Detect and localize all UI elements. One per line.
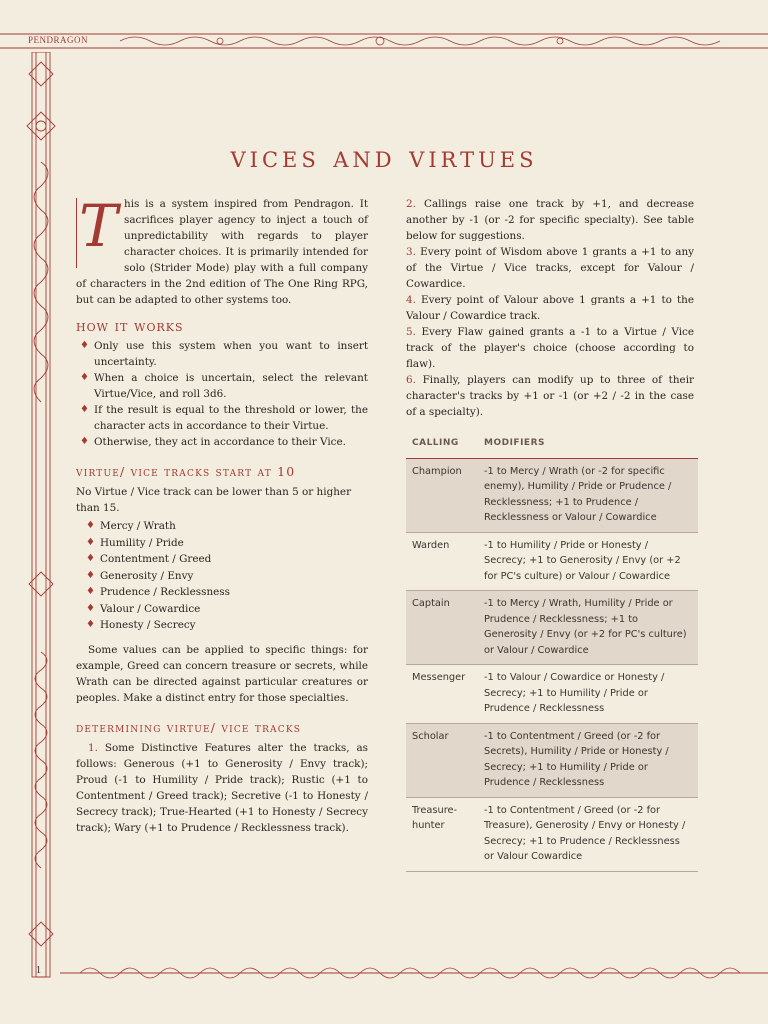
diamond-bullet-icon: ♦ [80, 404, 89, 415]
list-item: ♦ If the result is equal to the threshold or lower, the character acts in accordance to their Virtue. [80, 404, 368, 432]
modifiers-cell: -1 to Valour / Cowardice or Honesty / Secrecy; +1 to Humility / Pride or Prudence / Recklessness [478, 665, 698, 724]
determining-item-5: 5. Every Flaw gained grants a -1 to a Virtue / Vice track of the player's choice (choose according to flaw). [406, 326, 694, 370]
modifiers-cell: -1 to Contentment / Greed (or -2 for Treasure), Generosity / Envy or Honesty / Secrecy; +1 to Prudence / Recklessness or Valour Cowardice [478, 797, 698, 871]
calling-column-header: CALLING [406, 430, 478, 458]
determining-item-3: 3. Every point of Wisdom above 1 grants a +1 to any of the Virtue / Vice tracks, except for Valour / Cowardice. [406, 246, 695, 290]
callings-table [406, 430, 698, 872]
intro-text: his is a system inspired from Pendragon. It sacrifices player agency to inject a touch of unpredictability with regards to player character choices. It is primarily intended for solo (Strider Mode) play with a full company of characters in the 2nd edition of The One Ring RPG, but can be adapted to other systems too. [76, 198, 368, 306]
modifiers-cell: -1 to Mercy / Wrath (or -2 for specific enemy), Humility / Pride or Prudence / Recklessness; +1 to Prudence / Recklessness or Valour / Cowardice [478, 458, 698, 532]
left-column [76, 192, 368, 836]
footer-flourish-icon [0, 955, 768, 985]
right-column [406, 196, 694, 872]
table-row [406, 723, 698, 797]
determining-item-4: 4. Every point of Valour above 1 grants a +1 to the Valour / Cowardice track. [406, 294, 694, 322]
intro-paragraph [76, 192, 368, 308]
diamond-bullet-icon: ♦ [86, 569, 95, 581]
diamond-bullet-icon: ♦ [80, 436, 89, 447]
list-item: ♦ Otherwise, they act in accordance to their Vice. [80, 436, 346, 448]
running-header: PENDRAGON [22, 35, 94, 45]
calling-cell: Champion [406, 458, 478, 532]
calling-cell: Captain [406, 591, 478, 665]
list-item: ♦ Contentment / Greed [86, 553, 212, 565]
tracks-intro: No Virtue / Vice track can be lower than 5 or higher than 15. [76, 486, 352, 514]
page-title: vices and virtues [230, 140, 538, 175]
determining-item-1: 1. Some Distinctive Features alter the tracks, as follows: Generous (+1 to Generosity / Envy track); Proud (-1 to Humility / Pride track); Rustic (+1 to Contentment / Greed track); Secretive (-1 to Honesty / Secrecy track); True-Hearted (+1 to Honesty / Secrecy track); Wary (+1 to Prudence / Recklessness track). [76, 741, 368, 834]
drop-cap: T [76, 198, 114, 268]
table-row [406, 665, 698, 724]
list-item: ♦ Mercy / Wrath [86, 520, 176, 532]
list-item: ♦ Prudence / Recklessness [86, 586, 230, 598]
determining-item-6: 6. Finally, players can modify up to three of their character's tracks by +1 or -1 (or +2 / -2 in the case of a specialty). [406, 374, 694, 418]
calling-cell: Scholar [406, 723, 478, 797]
diamond-bullet-icon: ♦ [86, 553, 95, 564]
header-ornament [0, 30, 768, 52]
table-row [406, 458, 698, 532]
tracks-list [86, 518, 368, 634]
list-item: ♦ Only use this system when you want to insert uncertainty. [80, 340, 368, 368]
calling-cell: Messenger [406, 665, 478, 724]
diamond-bullet-icon: ♦ [86, 602, 95, 614]
header-flourish-icon [0, 30, 768, 54]
calling-cell: Treasure-hunter [406, 797, 478, 871]
diamond-bullet-icon: ♦ [80, 340, 89, 351]
table-row [406, 532, 698, 591]
list-item: ♦ Honesty / Secrecy [86, 619, 196, 631]
list-item: ♦ Generosity / Envy [86, 569, 194, 582]
determining-item-2: 2. Callings raise one track by +1, and decrease another by -1 (or -2 for specific specialty). See table below for suggestions. [406, 198, 694, 242]
diamond-bullet-icon: ♦ [86, 586, 95, 597]
page-number: 1 [36, 965, 41, 976]
table-header-row [406, 430, 698, 458]
list-item: ♦ Humility / Pride [86, 536, 184, 549]
vine-border-icon [18, 52, 68, 982]
tracks-heading: virtue/ vice tracks start at 10 [76, 464, 296, 479]
calling-cell: Warden [406, 532, 478, 591]
table-row [406, 591, 698, 665]
how-it-works-heading: how it works [76, 317, 184, 335]
diamond-bullet-icon: ♦ [86, 536, 95, 548]
specialties-note: Some values can be applied to specific things: for example, Greed can concern treasure or secrets, while Wrath can be directed against particular creatures or peoples. Make a distinct entry for those specialties. [76, 643, 368, 704]
determining-heading: determining virtue/ vice tracks [76, 719, 302, 735]
diamond-bullet-icon: ♦ [80, 372, 89, 383]
footer-ornament [0, 955, 768, 995]
modifiers-cell: -1 to Mercy / Wrath, Humility / Pride or Prudence / Recklessness; +1 to Generosity / Envy (or +2 for PC's culture) or Valour / Cowardice [478, 591, 698, 665]
list-item: ♦ When a choice is uncertain, select the relevant Virtue/Vice, and roll 3d6. [80, 372, 368, 400]
table-row [406, 797, 698, 871]
diamond-bullet-icon: ♦ [86, 520, 95, 531]
modifiers-cell: -1 to Contentment / Greed (or -2 for Secrets), Humility / Pride or Honesty / Secrecy; +1 to Humility / Pride or Prudence / Recklessness [478, 723, 698, 797]
left-border-ornament [18, 52, 68, 982]
list-item: ♦ Valour / Cowardice [86, 602, 201, 615]
how-it-works-list [80, 338, 368, 450]
modifiers-column-header: MODIFIERS [478, 430, 698, 458]
modifiers-cell: -1 to Humility / Pride or Honesty / Secrecy; +1 to Generosity / Envy (or +2 for PC's culture) or Valour / Cowardice [478, 532, 698, 591]
diamond-bullet-icon: ♦ [86, 619, 95, 630]
